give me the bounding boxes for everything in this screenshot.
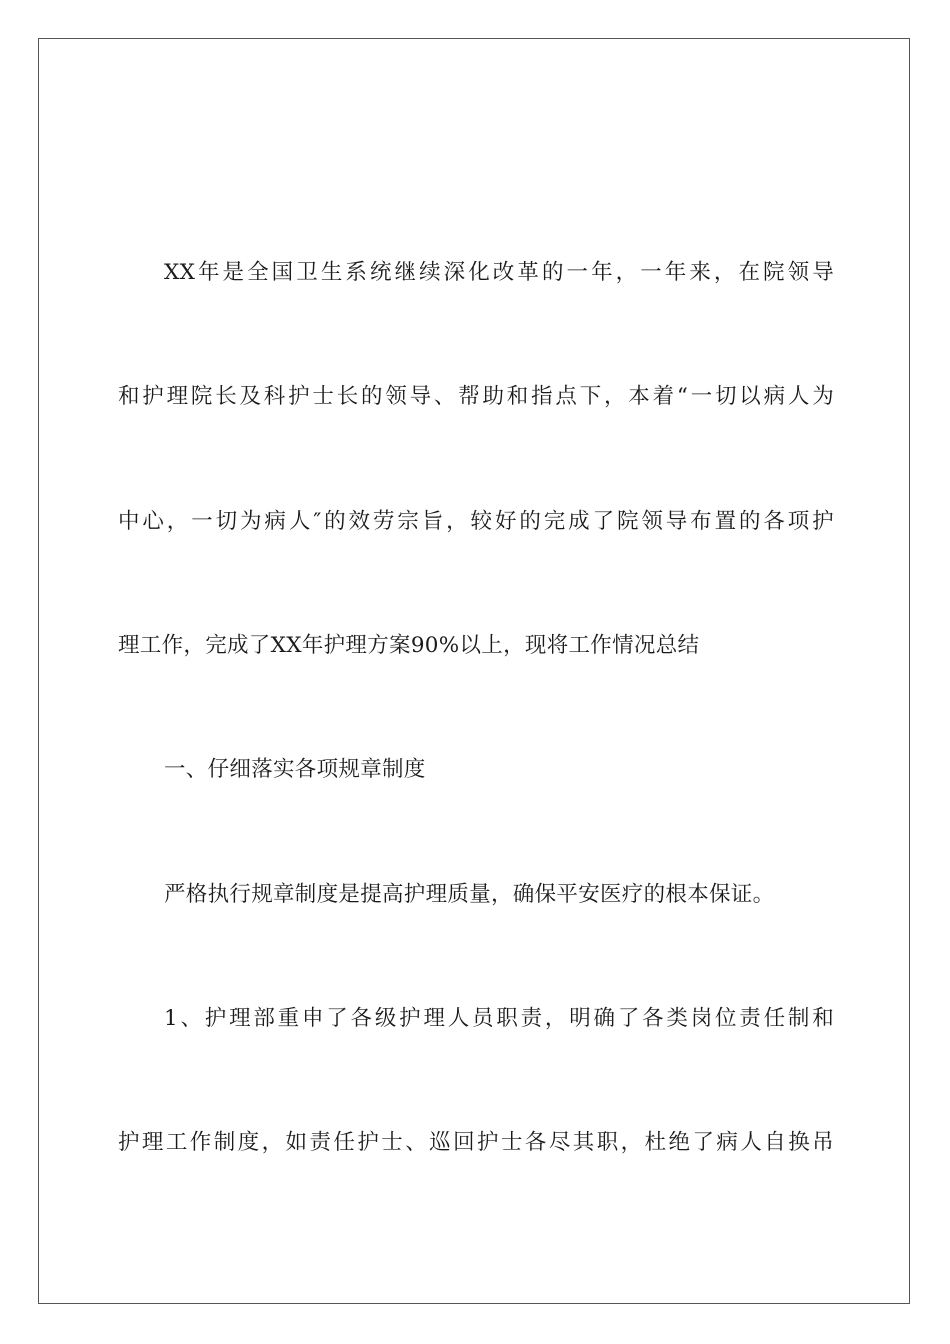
item-1-line-1: 1、护理部重申了各级护理人员职责，明确了各类岗位责任制和 [164,1006,834,1031]
intro-paragraph-line-2: 和护理院长及科护士长的领导、帮助和指点下，本着“一切以病人为 [118,384,834,409]
section-paragraph: 严格执行规章制度是提高护理质量，确保平安医疗的根本保证。 [164,882,775,907]
intro-paragraph-line-3: 中心，一切为病人″的效劳宗旨，较好的完成了院领导布置的各项护 [118,509,834,534]
section-heading: 一、仔细落实各项规章制度 [164,757,426,782]
intro-paragraph-line-4: 理工作，完成了XX年护理方案90%以上，现将工作情况总结 [118,633,700,658]
page-border [38,38,910,1304]
intro-paragraph-line-1: XX年是全国卫生系统继续深化改革的一年，一年来，在院领导 [164,260,834,285]
item-1-line-2: 护理工作制度，如责任护士、巡回护士各尽其职，杜绝了病人自换吊 [118,1130,834,1155]
